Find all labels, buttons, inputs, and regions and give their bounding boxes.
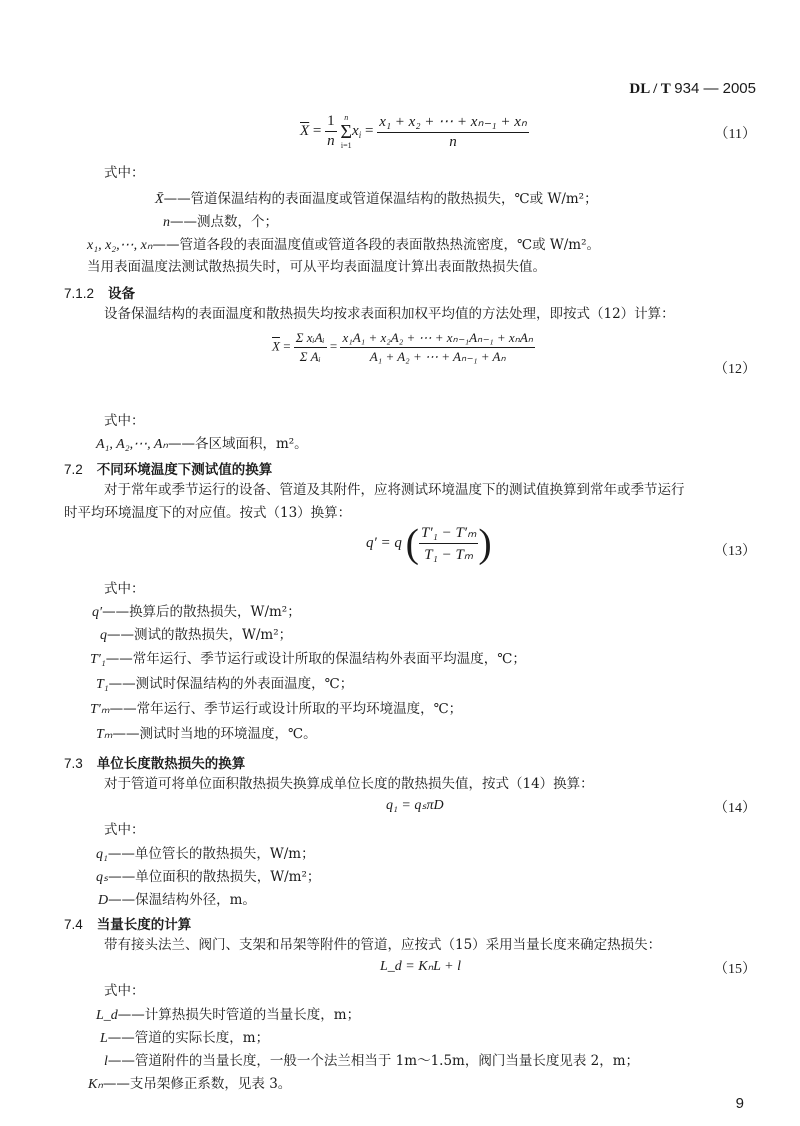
definition-item: q₁——单位管长的散热损失，W/m； — [96, 846, 315, 862]
where-label: 式中： — [104, 413, 145, 429]
equation-12: $\overline{X}$ = $\frac{\text{Σ xᵢAᵢ}}{\text{Σ Aᵢ}}$ = $\frac{\text{x₁A₁ + x₂A₂ + ⋯ + xₙ₋₁Aₙ₋₁ + xₙAₙ}}{\text{A₁ + A₂ + ⋯ + Aₙ₋₁ + Aₙ}}$ — [272, 330, 533, 364]
definition-item: x₁, x₂,⋯, xₙ——管道各段的表面温度值或管道各段的表面散热热流密度，℃或 W/m²。 — [87, 237, 600, 253]
definition-item: qₛ——单位面积的散热损失，W/m²； — [96, 869, 321, 885]
definition-item: X̄——管道保温结构的表面温度或管道保温结构的散热损失，℃或 W/m²； — [155, 191, 598, 207]
equation-13: q′ = q ( $\frac{\text{T′₁ − T′ₘ}}{\text{T₁ − Tₘ}}$ ) — [366, 520, 492, 566]
page-number: 9 — [735, 1095, 744, 1112]
section-body: 对于管道可将单位面积散热损失换算成单位长度的散热损失值，按式（14）换算： — [104, 776, 594, 792]
sum-sign-icon: n Σ i=1 — [340, 112, 353, 150]
section-heading-7-3: 7.3 单位长度散热损失的换算 — [64, 756, 246, 772]
definition-item: T′ₘ——常年运行、季节运行或设计所取的平均环境温度，℃； — [90, 701, 463, 717]
equation-number-15: （15） — [714, 962, 756, 977]
equation-14: q₁ = qₛπD — [386, 798, 444, 813]
eq12-right-fraction: $\frac{\text{x₁A₁ + x₂A₂ + ⋯ + xₙ₋₁Aₙ₋₁ + xₙAₙ}}{\text{A₁ + A₂ + ⋯ + Aₙ₋₁ + Aₙ}}$ — [342, 330, 533, 364]
standard-code-number: 934 — 2005 — [674, 80, 756, 97]
equation-number-14: （14） — [714, 801, 756, 816]
definition-item: A₁, A₂,⋯, Aₙ——各区域面积，m²。 — [96, 436, 308, 452]
definition-item: n——测点数，个； — [163, 214, 278, 230]
standard-code-prefix: DL / T — [629, 81, 671, 97]
eq13-fraction: $\frac{\text{T′₁ − T′ₘ}}{\text{T₁ − Tₘ}}$ — [420, 525, 477, 563]
standard-code — [629, 80, 756, 98]
equation-15: L_d = KₙL + l — [380, 959, 462, 974]
eq11-rhs: $\frac{\text{x₁ + x₂ + ⋯ + xₙ₋₁ + xₙ}}{n}$ — [379, 114, 527, 150]
where-label: 式中： — [104, 983, 145, 999]
definition-item: l——管道附件的当量长度，一般一个法兰相当于 1m～1.5m，阀门当量长度见表 2，m； — [104, 1053, 640, 1069]
section-body: 设备保温结构的表面温度和散热损失均按求表面积加权平均值的方法处理，即按式（12）计算： — [104, 306, 675, 322]
definition-item: q′——换算后的散热损失，W/m²； — [92, 604, 301, 620]
eq12-left-fraction: $\frac{\text{Σ xᵢAᵢ}}{\text{Σ Aᵢ}}$ — [295, 330, 325, 364]
definition-item: T₁——测试时保温结构的外表面温度，℃； — [96, 676, 354, 692]
section-body: 对于常年或季节运行的设备、管道及其附件，应将测试环境温度下的测试值换算到常年或季节运行 — [104, 482, 685, 498]
definition-item: T′₁——常年运行、季节运行或设计所取的保温结构外表面平均温度，℃； — [90, 651, 526, 667]
note-text: 当用表面温度法测试散热损失时，可从平均表面温度计算出表面散热损失值。 — [87, 259, 546, 275]
definition-item: D——保温结构外径，m。 — [98, 892, 256, 908]
section-heading-7-1-2: 7.1.2 设备 — [64, 286, 136, 302]
section-heading-7-2: 7.2 不同环境温度下测试值的换算 — [64, 462, 273, 478]
definition-item: Tₘ——测试时当地的环境温度，℃。 — [96, 726, 317, 742]
equation-number-12: （12） — [714, 362, 756, 377]
equation-number-11: （11） — [714, 127, 756, 142]
section-body: 带有接头法兰、阀门、支架和吊架等附件的管道，应按式（15）采用当量长度来确定热损失： — [104, 937, 662, 953]
definition-item: L——管道的实际长度，m； — [100, 1030, 270, 1046]
where-label: 式中： — [104, 165, 145, 181]
where-label: 式中： — [104, 581, 145, 597]
eq11-coef: $\frac{1}{n}$ — [327, 113, 335, 149]
equation-11: $\overline{X}$ = $\frac{1}{n}$ n Σ i=1 $x_i$ = $\frac{\text{x₁ + x₂ + ⋯ + xₙ₋₁ + xₙ}}{n}$ — [300, 112, 527, 150]
section-heading-7-4: 7.4 当量长度的计算 — [64, 917, 192, 933]
equation-number-13: （13） — [714, 544, 756, 559]
where-label: 式中： — [104, 822, 145, 838]
definition-item: q——测试的散热损失，W/m²； — [100, 627, 293, 643]
section-body: 时平均环境温度下的对应值。按式（13）换算： — [64, 505, 352, 521]
definition-item: Kₙ——支吊架修正系数，见表 3。 — [88, 1076, 292, 1092]
definition-item: L_d——计算热损失时管道的当量长度，m； — [96, 1007, 361, 1023]
